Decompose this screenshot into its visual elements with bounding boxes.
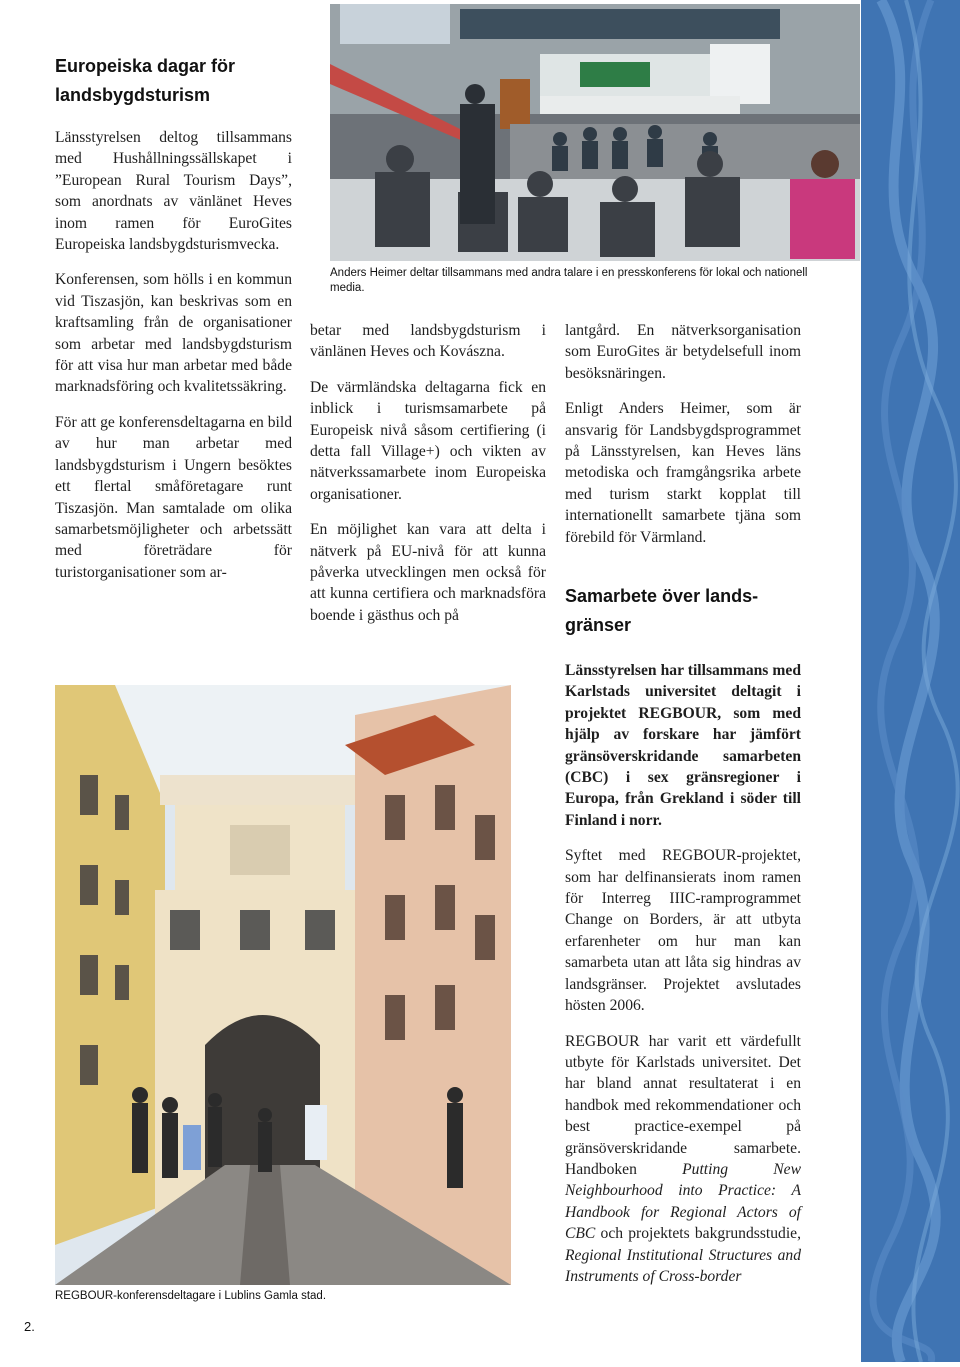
wave-pattern [861,0,960,1362]
text-run: och projektets bakgrundsstudie, [600,1225,801,1243]
paragraph: De värmländska deltagarna fick en inblick i turismsamarbete på Europeisk nivå såsom certifiering (i detta fall Village+) och vikten av nätverkssamarbete inom Europeiska organisationer. [310,378,546,503]
page-number: 2. [24,1319,35,1334]
paragraph [565,1031,801,1288]
text-run: REGBOUR har varit ett värdefullt utbyte för Karlstads universitet. Det har bland annat resultaterat i en handbok med rekommendationer och best practice-exempel på gränsöverskridande samarbete. Handboken [565,1032,801,1178]
title-line-2: gränser [565,615,632,635]
paragraph: Enligt Anders Heimer, som är ansvarig för Landsbygdsprogrammet på Länsstyrelsen, kan Heves läns metodiska och framgångsrika arbete med turism starkt kopplat till internationellt samarbete tjäna som förebild för Värmland. [565,400,801,546]
column-2-text [310,320,546,640]
lead-paragraph: Länsstyrelsen har tillsammans med Karlstads universitet deltagit i projektet REGBOUR, som med hjälp av forskare har jämfört gränsöverskridande samarbeten (CBC) i sex gränsregioner i Europa, från Grekland i söder till Finland i norr. [565,662,801,829]
column-1-text [55,127,292,597]
lead-paragraph: Länsstyrelsen deltog tillsammans med Hushållningssällskapet i ”European Rural Tourism Days”, som anordnats av vänlänet Heves inom ramen för EuroGites Europeiska landsbygdsturismvecka. [55,129,292,254]
paragraph: betar med landsbygdsturism i vänlänen Heves och Kovászna. [310,322,546,361]
book-title: Putting New Neighbourhood into Practice: A Handbook for Regional Actors of CBC [565,1160,801,1243]
paragraph: lantgård. En nätverksorganisation som EuroGites är betydelsefull inom besöksnäringen. [565,322,801,382]
column-3-text [565,320,801,562]
column-3-section-2-text [565,660,801,1287]
decorative-sidebar [861,0,960,1362]
lublin-old-town-photo [55,685,511,1285]
title-line-1: Europeiska dagar för [55,56,236,76]
paragraph: Konferensen, som hölls i en kommun vid Tiszasjön, kan beskrivas som en kraftsamling från de organisationer som arbetar med landsbygdsturism för att visa hur man arbetar med både marknadsföring och kvalitetssäkring. [55,271,292,396]
title-line-1: Samarbete över lands- [565,586,759,606]
paragraph: Syftet med REGBOUR-projektet, som har delfinansierats inom ramen för Interreg IIIC-ramprogrammet Change on Borders, är att utbyta erfarenheter om hur man kan samarbeta utan att låta sig hindras av landsgränser. Projektet avslutades hösten 2006. [565,847,801,1015]
title-line-2: landsbygdsturism [55,85,211,105]
study-title: Regional Institutional Structures and Instruments of Cross-border [565,1246,801,1285]
lublin-photo-caption: REGBOUR-konferensdeltagare i Lublins Gamla stad. [55,1290,327,1302]
paragraph: För att ge konferensdeltagarna en bild av hur man arbetar med landsbygdsturism i Ungern besöktes ett flertal småföretagare runt Tiszasjön. Man samtalade om olika samarbetsmöjligheter och arbetssätt med företrädare för turistorganisationer som ar- [55,413,292,581]
paragraph: En möjlighet kan vara att delta i nätverk på EU-nivå för att kunna påverka utvecklingen men också för att kunna certifiera och marknadsföra boende i gästhus och på [310,521,546,624]
conference-photo-caption: Anders Heimer deltar tillsammans med andra talare i en presskonferens för lokal och nationell media. [330,267,808,294]
conference-photo [330,4,860,261]
section-title-cross-border [565,582,815,640]
section-title-rural-tourism [55,52,315,110]
